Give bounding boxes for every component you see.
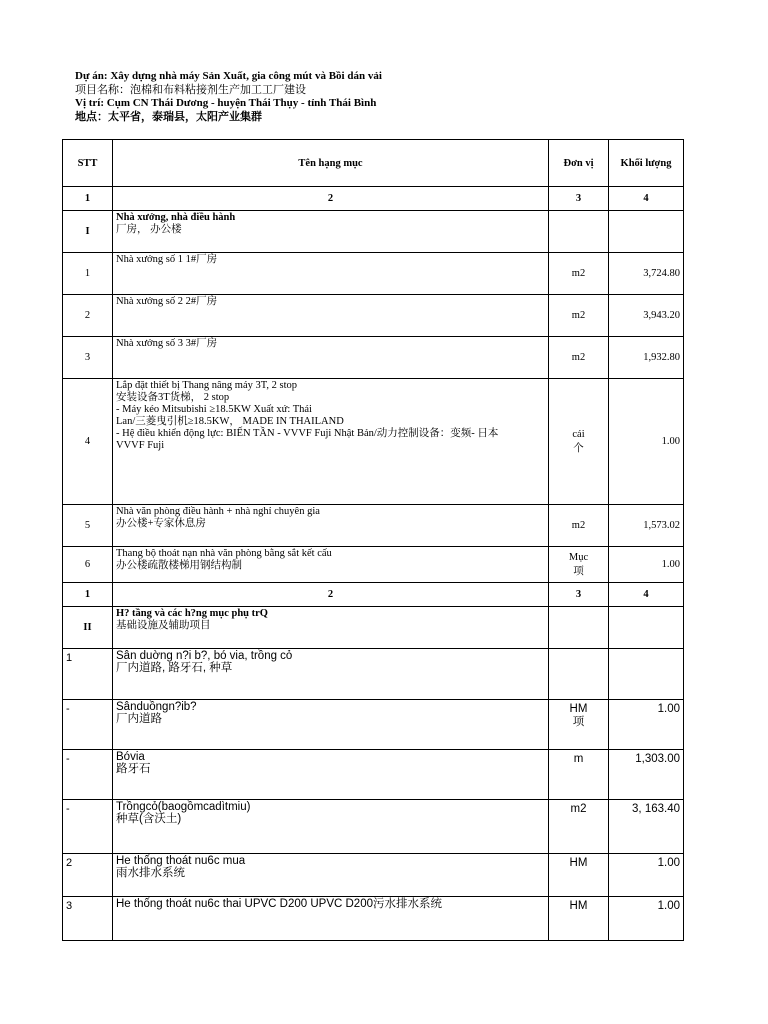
row-number: 5 xyxy=(63,505,113,547)
row-unit-cn: 项 xyxy=(573,565,584,577)
index-row xyxy=(63,583,684,607)
row-name xyxy=(113,505,549,547)
header-stt: STT xyxy=(63,140,113,187)
row-name-line: He thống thoát nu6c mua xyxy=(116,855,246,867)
index-cell: 2 xyxy=(113,583,549,607)
row-unit: m2 xyxy=(549,505,609,547)
row-name xyxy=(113,750,549,800)
row-name xyxy=(113,800,549,854)
row-name-line: 厂内道路 xyxy=(116,713,162,725)
row-name-line: Lan/三菱曳引机≥18.5KW， MADE IN THAILAND xyxy=(116,416,344,427)
table-row xyxy=(63,854,684,897)
row-name-line: 雨水排水系统 xyxy=(116,867,185,879)
row-name-line: 办公楼疏散楼梯用钢结构制 xyxy=(116,560,242,571)
index-row xyxy=(63,187,684,211)
row-unit: m2 xyxy=(549,295,609,337)
section-row xyxy=(63,211,684,253)
row-name-line: - Máy kéo Mitsubishi ≥18.5KW Xuất xứ: Thái xyxy=(116,404,312,415)
header-qty: Khối lượng xyxy=(609,140,684,187)
bill-of-quantities-table xyxy=(62,139,684,941)
row-name-line: Lắp đặt thiết bị Thang nâng máy 3T, 2 stop xyxy=(116,380,297,391)
index-cell: 3 xyxy=(549,583,609,607)
row-number: - xyxy=(63,750,113,800)
row-number: - xyxy=(63,800,113,854)
row-name-line: Nhà văn phòng điều hành + nhà nghỉ chuyên gia xyxy=(116,506,320,517)
row-name-line: VVVF Fuji xyxy=(116,440,165,451)
row-unit xyxy=(549,547,609,583)
row-number: 1 xyxy=(63,649,113,700)
section-number: II xyxy=(63,607,113,649)
row-name-line: 种草(含沃土) xyxy=(116,813,182,825)
section-row xyxy=(63,607,684,649)
row-unit: HM xyxy=(549,854,609,897)
table-row xyxy=(63,547,684,583)
section-title-vi: H? tầng và các h?ng mục phụ trQ xyxy=(116,608,268,619)
row-unit-vi: Mục xyxy=(568,551,589,563)
row-qty: 1.00 xyxy=(609,547,684,583)
row-name-line: Trồngcỏ(baogồmcadìtmiu) xyxy=(116,801,251,813)
row-name-line: Bóvia xyxy=(116,751,145,763)
section-title-cn: 厂房， 办公楼 xyxy=(116,224,182,235)
section-title-cn: 基础设施及辅助项目 xyxy=(116,620,211,631)
index-cell: 1 xyxy=(63,187,113,211)
table-row xyxy=(63,800,684,854)
table-row xyxy=(63,750,684,800)
row-unit xyxy=(549,379,609,505)
row-qty: 1,573.02 xyxy=(609,505,684,547)
row-qty: 1.00 xyxy=(609,700,684,750)
row-qty: 1,303.00 xyxy=(609,750,684,800)
row-qty: 1.00 xyxy=(609,897,684,941)
row-qty: 1.00 xyxy=(609,854,684,897)
row-qty: 3, 163.40 xyxy=(609,800,684,854)
row-number: - xyxy=(63,700,113,750)
section-title xyxy=(113,607,549,649)
section-number: I xyxy=(63,211,113,253)
row-name-line: 办公楼+专家休息房 xyxy=(116,518,206,529)
header-row xyxy=(63,140,684,187)
row-name-line: - Hệ điều khiển động lực: BIẾN TẦN - VVVF Fuji Nhật Bản/动力控制设备：变频- 日本 xyxy=(116,428,499,439)
table-row xyxy=(63,379,684,505)
row-number: 4 xyxy=(63,379,113,505)
section-unit xyxy=(549,607,609,649)
row-unit: m2 xyxy=(549,253,609,295)
table-row xyxy=(63,253,684,295)
row-number: 3 xyxy=(63,897,113,941)
section-title-vi: Nhà xưởng, nhà điều hành xyxy=(116,212,236,223)
document-header xyxy=(75,70,382,124)
location: Vị trí: Cụm CN Thái Dương - huyện Thái Thụy - tỉnh Thái Bình xyxy=(75,97,377,109)
header-unit: Đơn vị xyxy=(549,140,609,187)
row-unit: HM xyxy=(549,897,609,941)
row-unit-cn: 个 xyxy=(573,442,584,454)
table-row xyxy=(63,337,684,379)
row-name-line: Sân duờng n?i b?, bó via, trồng cỏ xyxy=(116,650,293,662)
row-unit: m xyxy=(549,750,609,800)
table-row xyxy=(63,295,684,337)
section-title xyxy=(113,211,549,253)
row-name-line: Nhà xưởng số 2 2#厂房 xyxy=(116,296,218,307)
row-number: 1 xyxy=(63,253,113,295)
row-unit: m2 xyxy=(549,337,609,379)
table-row xyxy=(63,700,684,750)
location-cn: 地点：太平省，泰瑞县，太阳产业集群 xyxy=(75,110,262,123)
section-qty xyxy=(609,607,684,649)
row-name-line: Nhà xưởng số 1 1#厂房 xyxy=(116,254,218,265)
section-qty xyxy=(609,211,684,253)
row-name xyxy=(113,897,549,941)
index-cell: 4 xyxy=(609,187,684,211)
row-unit-cn: 项 xyxy=(572,716,585,728)
project-title: Dự án: Xây dựng nhà máy Sản Xuất, gia công mút và Bồi dán vải xyxy=(75,70,382,82)
table-row xyxy=(63,505,684,547)
header-name: Tên hạng mục xyxy=(113,140,549,187)
row-unit-vi: cái xyxy=(572,428,585,440)
index-cell: 3 xyxy=(549,187,609,211)
row-name xyxy=(113,700,549,750)
index-cell: 2 xyxy=(113,187,549,211)
section-unit xyxy=(549,211,609,253)
row-number: 6 xyxy=(63,547,113,583)
row-name-line: 路牙石 xyxy=(116,763,151,775)
row-unit-vi: HM xyxy=(569,703,588,715)
row-name xyxy=(113,253,549,295)
row-unit xyxy=(549,700,609,750)
project-title-cn: 项目名称：泡棉和布料粘接剂生产加工工厂建设 xyxy=(75,83,306,96)
table-row xyxy=(63,897,684,941)
row-name-line: 厂内道路, 路牙石, 种草 xyxy=(116,662,233,674)
table-row xyxy=(63,649,684,700)
row-qty: 1,932.80 xyxy=(609,337,684,379)
row-qty xyxy=(609,649,684,700)
row-unit: m2 xyxy=(549,800,609,854)
row-name xyxy=(113,547,549,583)
row-name-line: Nhà xưởng số 3 3#厂房 xyxy=(116,338,218,349)
row-name xyxy=(113,337,549,379)
row-name-line: 安装设备3T货梯， 2 stop xyxy=(116,392,230,403)
row-unit xyxy=(549,649,609,700)
row-qty: 1.00 xyxy=(609,379,684,505)
row-name-line: Thang bộ thoát nạn nhà văn phòng bằng sắt kết cấu xyxy=(116,548,332,559)
row-name-line: He thống thoát nu6c thai UPVC D200 UPVC D200污水排水系统 xyxy=(116,898,442,910)
row-name xyxy=(113,649,549,700)
row-number: 2 xyxy=(63,854,113,897)
row-name-line: Sânduồngn?ib? xyxy=(116,701,197,713)
row-number: 3 xyxy=(63,337,113,379)
row-number: 2 xyxy=(63,295,113,337)
row-qty: 3,943.20 xyxy=(609,295,684,337)
index-cell: 1 xyxy=(63,583,113,607)
row-name xyxy=(113,854,549,897)
row-qty: 3,724.80 xyxy=(609,253,684,295)
row-name xyxy=(113,379,549,505)
index-cell: 4 xyxy=(609,583,684,607)
row-name xyxy=(113,295,549,337)
